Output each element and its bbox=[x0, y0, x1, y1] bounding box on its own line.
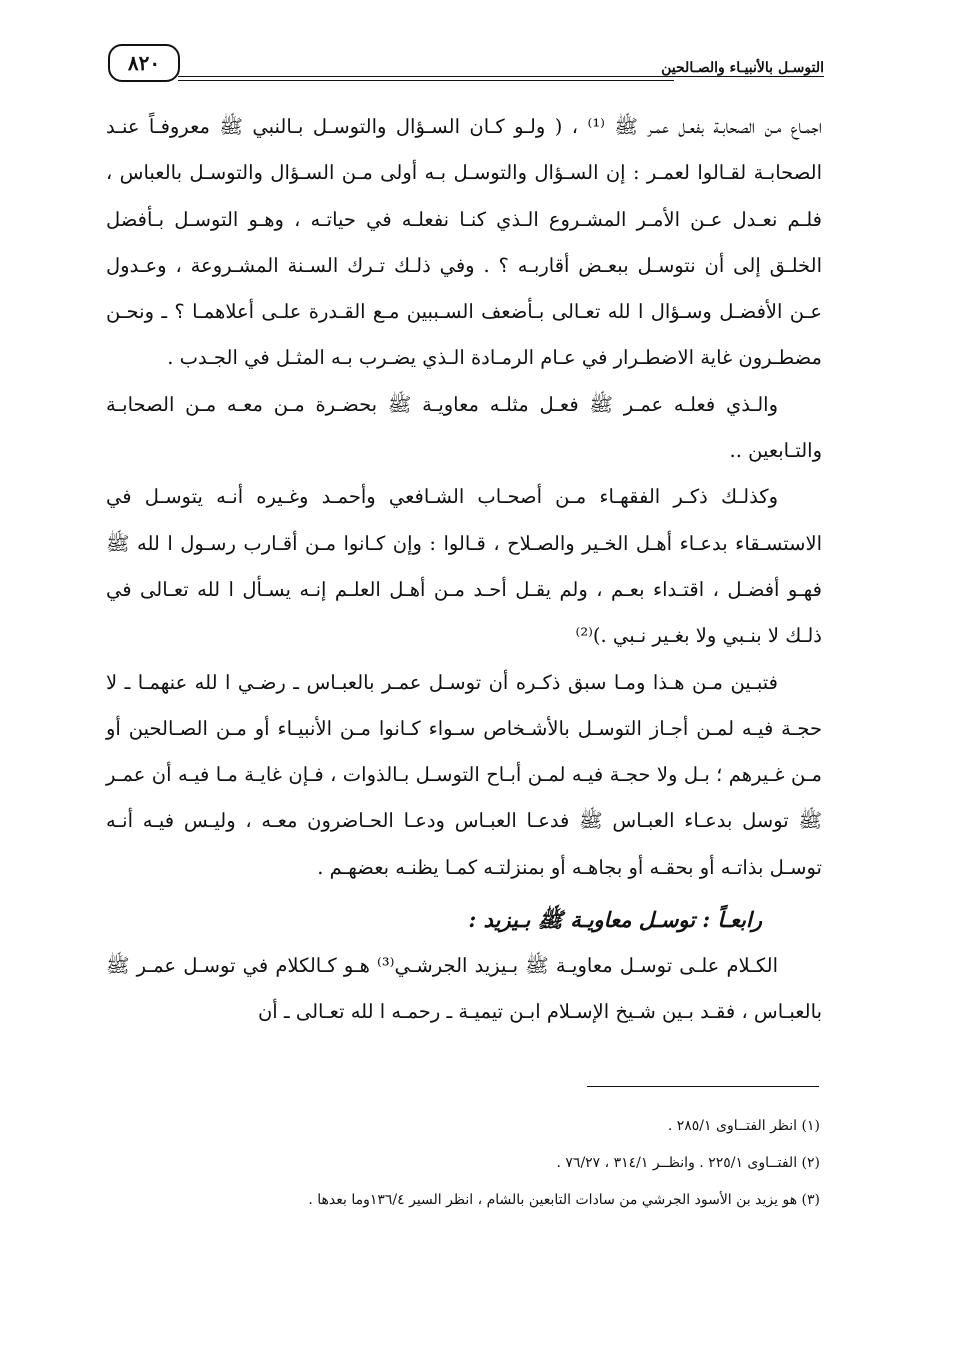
page-header bbox=[108, 40, 824, 84]
footnotes bbox=[150, 1108, 820, 1219]
paragraph-2: والـذي فعلـه عمـر ﷺ فعـل مثلـه معاويـة ﷺ بحضـرة مـن معـه مـن الصحابـة والتـابعين .. bbox=[106, 392, 822, 463]
page-number: ٨٢٠ bbox=[108, 44, 180, 82]
header-rule-secondary bbox=[178, 80, 674, 81]
header-rule bbox=[178, 76, 824, 77]
running-title: التوسـل بالأنبيـاء والصـالحين bbox=[655, 60, 824, 76]
footnote-separator bbox=[587, 1086, 819, 1087]
paragraph-3: وكذلـك ذكـر الفقهـاء مـن أصحـاب الشـافعي وأحمـد وغـيره أنـه يتوسـل في الاستسـقاء بدعـاء أهـل الخـير والصـلاح ، قـالوا : وإن كـانوا مـن أقـارب رسـول ا لله ﷺ فهـو أفضـل ، اقتـداء بعـم ، ولم يقـل أحـد مـن أهـل العلـم إنـه يسـأل ا لله تعـالى في ذلـك لا بنـبي ولا بغـير نـبي .)⁽²⁾ bbox=[106, 485, 822, 648]
paragraph-1: اجمـاع مـن الصحابـة بفعـل عمـر ﷺ ⁽¹⁾ ، ( ولـو كـان السـؤال والتوسـل بـالنبي ﷺ معروفـاً عنـد الصحابـة لقـالوا لعمـر : إن السـؤال والتوسـل بـه أولى مـن السـؤال والتوسـل بالعباس ، فلـم نعـدل عـن الأمـر المشـروع الـذي كنـا نفعلـه في حياتـه ، وهـو التوسـل بـأفضل الخلـق إلى أن نتوسـل ببعـض أقاربـه ؟ . وفي ذلـك تـرك السـنة المشـروعة ، وعـدول عـن الأفضـل وسـؤال ا لله تعـالى بـأضعف السـببين مـع القـدرة علـى أعلاهمـا ؟ ـ ونحـن مضطـرون غاية الاضطـرار في عـام الرمـادة الـذي يضـرب بـه المثـل في الجـدب . bbox=[106, 115, 822, 370]
paragraph-4: فتبـين مـن هـذا ومـا سبق ذكـره أن توسـل عمـر بالعبـاس ـ رضـي ا لله عنهمـا ـ لا حجـة فيـه لمـن أجـاز التوسـل بالأشـخاص سـواء كـانوا مـن الأنبيـاء أو مـن الصـالحين أو مـن غـيرهم ؛ بـل ولا حجـة فيـه لمـن أبـاح التوسـل بـالذوات ، فـإن غايـة مـا فيـه أن عمـر ﷺ توسل بدعـاء العبـاس ﷺ فدعـا العبـاس ودعـا الحـاضرون معـه ، وليـس فيـه أنـه توسـل بذاتـه أو بحقـه أو بجاهـه أو بمنزلتـه كمـا يظنـه بعضهـم . bbox=[106, 670, 822, 879]
main-text bbox=[106, 104, 822, 1036]
section-heading: رابعـاً : توسـل معاويـة ﷺ بـيزيد : bbox=[468, 907, 762, 933]
footnote-1: (١) انظر الفتــاوى ٢٨٥/١ . bbox=[667, 1118, 820, 1134]
paragraph-5: الكـلام علـى توسـل معاويـة ﷺ بـيزيد الجرشـي⁽³⁾ هـو كـالكلام في توسـل عمـر ﷺ بالعبـاس ، فقـد بـين شـيخ الإسـلام ابـن تيميـة ـ رحمـه ا لله تعـالى ـ أن bbox=[106, 954, 822, 1024]
footnote-2: (٢) الفتــاوى ٢٢٥/١ . وانظــر ٣١٤/١ ، ٧٦/٢٧ . bbox=[556, 1155, 820, 1171]
footnote-3: (٣) هو يزيد بن الأسود الجرشي من سادات التابعين بالشام ، انظر السير ١٣٦/٤وما بعدها . bbox=[308, 1192, 820, 1208]
